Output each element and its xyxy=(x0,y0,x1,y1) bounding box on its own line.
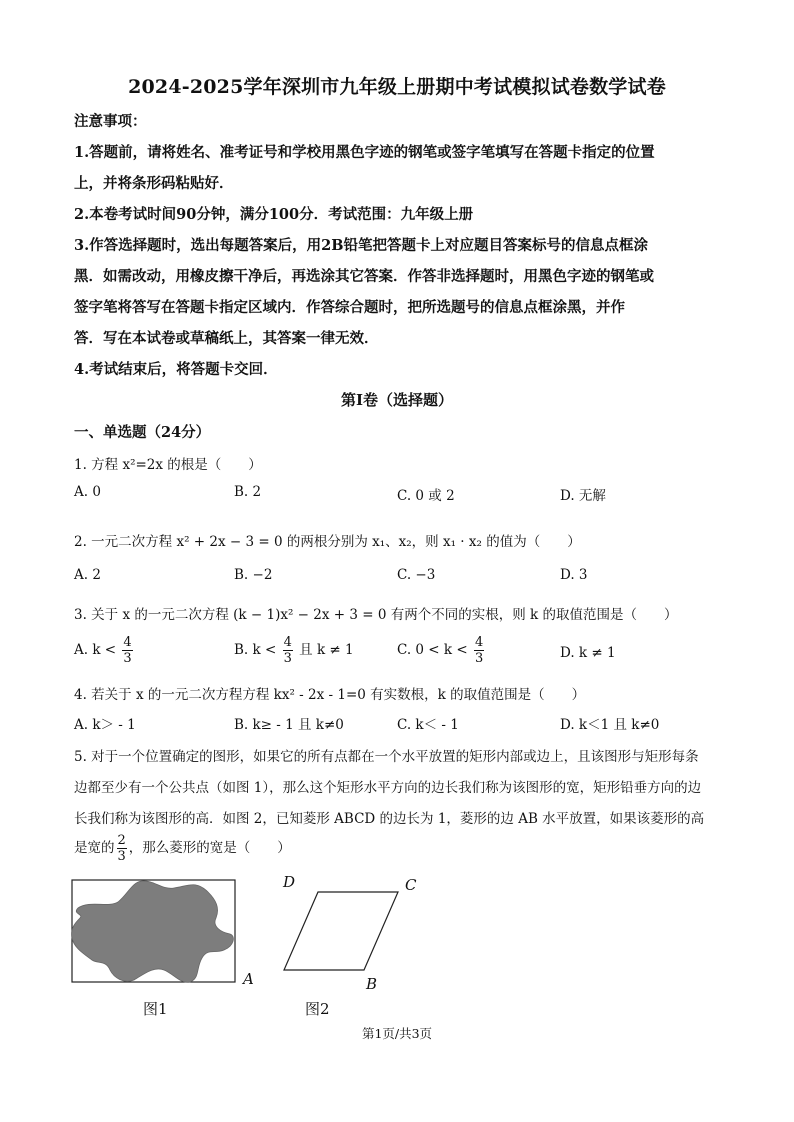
q2-option-a: A. 2 xyxy=(74,567,101,583)
question-5-line: 边都至少有一个公共点（如图 1），那么这个矩形水平方向的边长我们称为该图形的宽，矩形铅垂方向的边 xyxy=(74,780,702,796)
q2-option-d: D. 3 xyxy=(560,567,588,583)
fraction-denominator: 3 xyxy=(283,651,292,666)
fraction xyxy=(117,834,127,863)
figure-1-caption: 图1 xyxy=(143,1000,168,1018)
q5-last-suffix: ，那么菱形的宽是（ ） xyxy=(128,840,291,856)
notice-line: 签字笔将答写在答题卡指定区域内．作答综合题时，把所选题号的信息点框涂黑，并作 xyxy=(74,299,625,316)
notice-line: 黑．如需改动，用橡皮擦干净后，再选涂其它答案．作答非选择题时，用黑色字迹的钢笔或 xyxy=(74,268,654,285)
question-5-line: 5. 对于一个位置确定的图形，如果它的所有点都在一个水平放置的矩形内部或边上，且该图形与矩形每条 xyxy=(74,749,699,765)
fraction xyxy=(122,636,132,665)
q5-last-prefix: 是宽的 xyxy=(74,840,115,856)
fraction xyxy=(283,636,293,665)
question-2-stem: 2. 一元二次方程 x² + 2x − 3 = 0 的两根分别为 x₁、x₂，则 x₁ · x₂ 的值为（ ） xyxy=(74,534,581,550)
q3-option-b-prefix: B. k < xyxy=(234,642,277,658)
fraction-denominator: 3 xyxy=(475,651,484,666)
q3-option-c xyxy=(397,636,486,665)
fraction-numerator: 2 xyxy=(117,833,126,848)
notice-line: 3.作答选择题时，选出每题答案后，用2B铅笔把答题卡上对应题目答案标号的信息点框涂 xyxy=(74,237,648,254)
part-title: 第Ⅰ卷（选择题） xyxy=(340,391,454,409)
q1-option-c: C. 0 或 2 xyxy=(397,488,455,504)
figure-2-caption: 图2 xyxy=(305,1000,330,1018)
exam-title: 2024-2025学年深圳市九年级上册期中考试模拟试卷数学试卷 xyxy=(128,76,666,98)
vertex-label-a: A xyxy=(243,970,254,988)
q4-option-a: A. k＞ - 1 xyxy=(74,717,136,733)
notice-line: 1.答题前，请将姓名、准考证号和学校用黑色字迹的钢笔或签字笔填写在答题卡指定的位置 xyxy=(74,144,655,161)
fraction-denominator: 3 xyxy=(123,651,132,666)
irregular-shape xyxy=(72,881,234,982)
fraction-numerator: 4 xyxy=(475,635,484,650)
notice-line: 上，并将条形码粘贴好． xyxy=(74,175,234,192)
q1-option-b: B. 2 xyxy=(234,484,262,500)
page-number: 第1页/共3页 xyxy=(361,1026,433,1041)
section-title: 一、单选题（24分） xyxy=(74,424,211,441)
q1-option-d: D. 无解 xyxy=(560,488,606,504)
question-5-line xyxy=(74,834,291,863)
vertex-label-c: C xyxy=(405,876,417,894)
question-3-stem: 3. 关于 x 的一元二次方程 (k − 1)x² − 2x + 3 = 0 有两个不同的实根，则 k 的取值范围是（ ） xyxy=(74,607,678,623)
q2-option-c: C. −3 xyxy=(397,567,436,583)
fraction-numerator: 4 xyxy=(123,635,132,650)
q3-option-c-prefix: C. 0 < k < xyxy=(397,642,468,658)
q4-option-c: C. k＜ - 1 xyxy=(397,717,459,733)
q3-option-b-suffix: 且 k ≠ 1 xyxy=(299,642,354,658)
notice-line: 4.考试结束后，将答题卡交回． xyxy=(74,361,278,378)
vertex-label-b: B xyxy=(366,975,378,993)
q3-option-b xyxy=(234,636,354,665)
figure-1-graphic xyxy=(70,878,238,988)
q1-option-a: A. 0 xyxy=(74,484,101,500)
q4-option-b: B. k≥ - 1 且 k≠0 xyxy=(234,717,344,733)
question-1-stem: 1. 方程 x²=2x 的根是（ ） xyxy=(74,457,262,473)
fraction-numerator: 4 xyxy=(283,635,292,650)
rhombus-abcd xyxy=(284,892,398,970)
notice-line: 答．写在本试卷或草稿纸上，其答案一律无效． xyxy=(74,330,379,347)
q2-option-b: B. −2 xyxy=(234,567,273,583)
notice-heading: 注意事项： xyxy=(74,113,147,130)
fraction-denominator: 3 xyxy=(117,849,126,864)
vertex-label-d: D xyxy=(283,873,296,891)
q3-option-a-prefix: A. k < xyxy=(74,642,117,658)
q4-option-d: D. k＜1 且 k≠0 xyxy=(560,717,660,733)
notice-line: 2.本卷考试时间90分钟，满分100分．考试范围：九年级上册 xyxy=(74,206,474,223)
q3-option-a xyxy=(74,636,135,665)
question-5-line: 长我们称为该图形的高．如图 2，已知菱形 ABCD 的边长为 1，菱形的边 AB 水平放置，如果该菱形的高 xyxy=(74,811,705,827)
fraction xyxy=(474,636,484,665)
q3-option-d: D. k ≠ 1 xyxy=(560,645,616,661)
question-4-stem: 4. 若关于 x 的一元二次方程方程 kx² - 2x - 1=0 有实数根，k 的取值范围是（ ） xyxy=(74,687,586,703)
